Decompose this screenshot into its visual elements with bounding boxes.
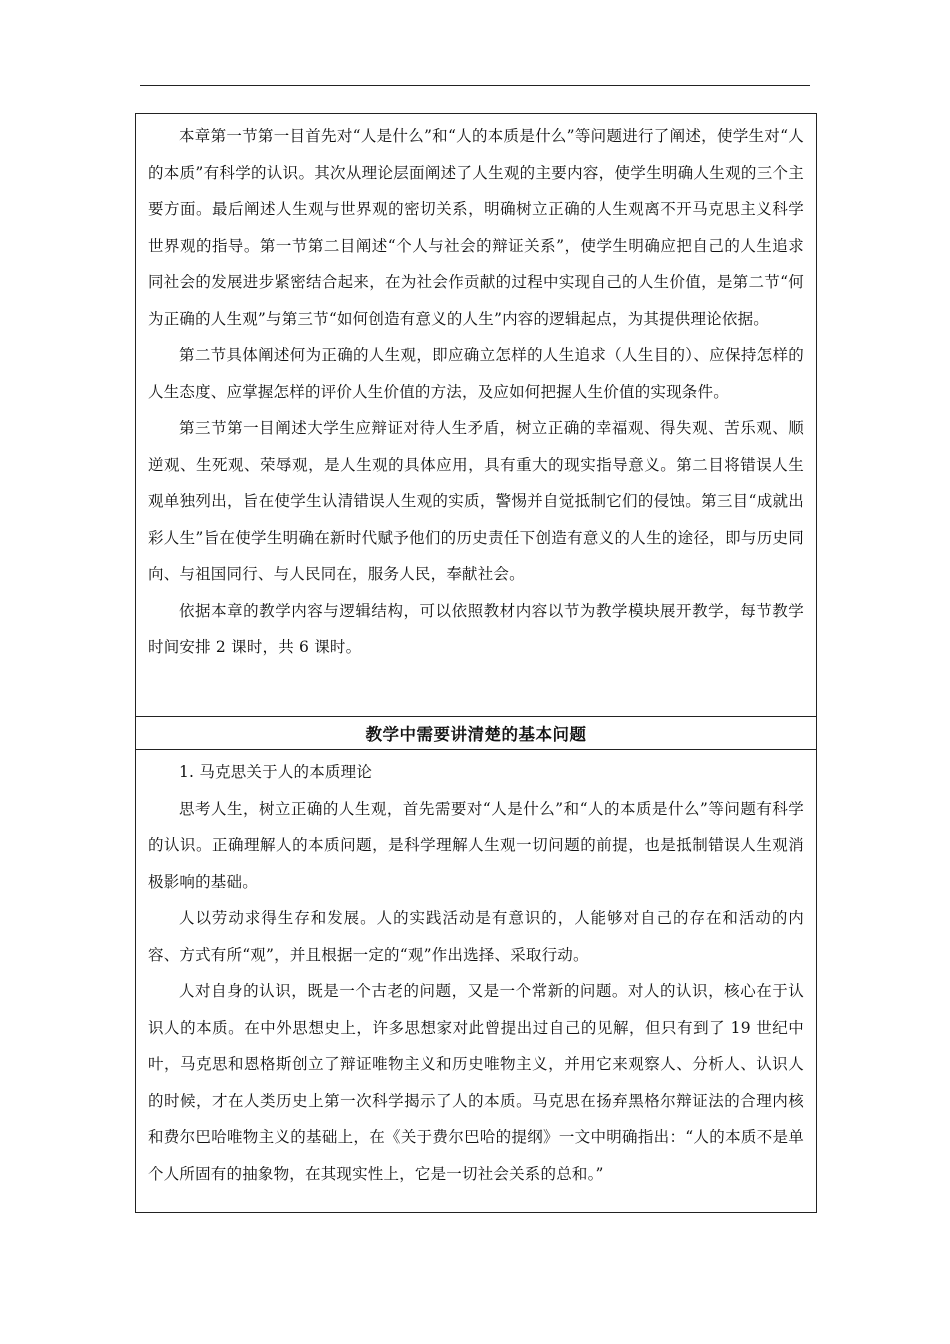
- section-heading: 教学中需要讲清楚的基本问题: [136, 716, 816, 750]
- body-paragraph: 人以劳动求得生存和发展。人的实践活动是有意识的，人能够对自己的存在和活动的内容、方式有所“观”，并且根据一定的“观”作出选择、采取行动。: [148, 909, 804, 964]
- body-paragraph: 人对自身的认识，既是一个古老的问题，又是一个常新的问题。对人的认识，核心在于认识人的本质。在中外思想史上，许多思想家对此曾提出过自己的见解，但只有到了 19 世纪中叶，马克思和恩格斯创立了辩证唯物主义和历史唯物主义，并用它来观察人、分析人、认识人的时候，才在人类历史上第一次科学揭示了人的本质。马克思在扬弃黑格尔辩证法的合理内核和费尔巴哈唯物主义的基础上，在《关于费尔巴哈的提纲》一文中明确指出：“人的本质不是单个人所固有的抽象物，在其现实性上，它是一切社会关系的总和。”: [148, 982, 804, 1183]
- chapter-overview-cell: [136, 114, 816, 716]
- content-table: [135, 113, 817, 1213]
- basic-issues-cell: [136, 750, 816, 1212]
- overview-paragraph: 第二节具体阐述何为正确的人生观，即应确立怎样的人生追求（人生目的）、应保持怎样的人生态度、应掌握怎样的评价人生价值的方法，及应如何把握人生价值的实现条件。: [148, 346, 804, 401]
- header-rule: [140, 85, 810, 86]
- overview-paragraph: 本章第一节第一目首先对“人是什么”和“人的本质是什么”等问题进行了阐述，使学生对“人的本质”有科学的认识。其次从理论层面阐述了人生观的主要内容，使学生明确人生观的三个主要方面。最后阐述人生观与世界观的密切关系，明确树立正确的人生观离不开马克思主义科学世界观的指导。第一节第二目阐述“个人与社会的辩证关系”，使学生明确应把自己的人生追求同社会的发展进步紧密结合起来，在为社会作贡献的过程中实现自己的人生价值，是第二节“何为正确的人生观”与第三节“如何创造有意义的人生”内容的逻辑起点，为其提供理论依据。: [148, 127, 804, 328]
- body-paragraph: 思考人生，树立正确的人生观，首先需要对“人是什么”和“人的本质是什么”等问题有科学的认识。正确理解人的本质问题，是科学理解人生观一切问题的前提，也是抵制错误人生观消极影响的基础。: [148, 799, 804, 891]
- overview-paragraph: 依据本章的教学内容与逻辑结构，可以依照教材内容以节为教学模块展开教学，每节教学时间安排 2 课时，共 6 课时。: [148, 601, 804, 656]
- overview-paragraph: 第三节第一目阐述大学生应辩证对待人生矛盾，树立正确的幸福观、得失观、苦乐观、顺逆观、生死观、荣辱观，是人生观的具体应用，具有重大的现实指导意义。第二目将错误人生观单独列出，旨在使学生认清错误人生观的实质，警惕并自觉抵制它们的侵蚀。第三目“成就出彩人生”旨在使学生明确在新时代赋予他们的历史责任下创造有意义的人生的途径，即与历史同向、与祖国同行、与人民同在，服务人民，奉献社会。: [148, 419, 804, 583]
- subsection-title: 1. 马克思关于人的本质理论: [179, 763, 373, 781]
